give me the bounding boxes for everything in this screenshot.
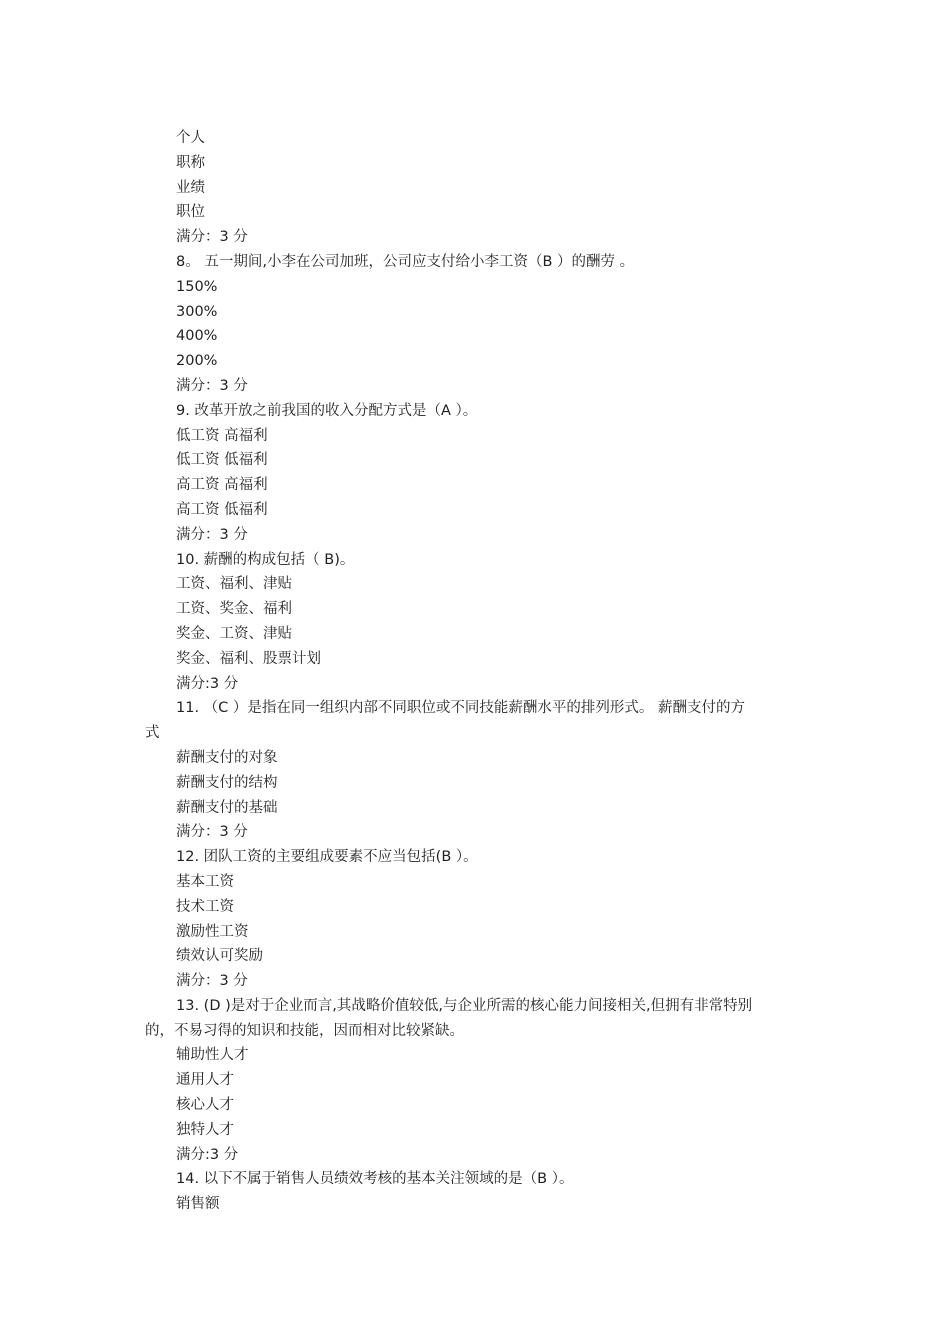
option-line: 激励性工资 [176, 923, 249, 940]
question-13-continuation: 的，不易习得的知识和技能，因而相对比较紧缺。 [145, 1022, 464, 1039]
option-line: 高工资 低福利 [176, 501, 268, 518]
score-line: 满分：3 分 [176, 526, 248, 543]
document-page [0, 126, 950, 1217]
option-line: 400% [176, 328, 218, 345]
option-line: 业绩 [176, 179, 205, 196]
option-line: 200% [176, 353, 218, 370]
option-line: 奖金、福利、股票计划 [176, 650, 321, 667]
option-line: 高工资 高福利 [176, 477, 268, 494]
option-line: 薪酬支付的结构 [176, 774, 278, 791]
option-line: 独特人才 [176, 1121, 234, 1138]
option-line: 工资、奖金、福利 [176, 601, 292, 618]
question-12: 12. 团队工资的主要组成要素不应当包括(B ）。 [176, 849, 478, 866]
question-10: 10. 薪酬的构成包括（ B)。 [176, 551, 355, 568]
option-line: 工资、福利、津贴 [176, 576, 292, 593]
option-line: 低工资 高福利 [176, 427, 268, 444]
question-13: 13. (D )是对于企业而言,其战略价值较低,与企业所需的核心能力间接相关,但拥有非常特别 [176, 997, 753, 1014]
question-8: 8。 五一期间,小李在公司加班，公司应支付给小李工资（B ）的酬劳 。 [176, 253, 635, 270]
option-line: 基本工资 [176, 873, 234, 890]
score-line: 满分：3 分 [176, 973, 248, 990]
option-line: 奖金、工资、津贴 [176, 625, 292, 642]
score-line: 满分:3 分 [176, 675, 239, 692]
question-14: 14. 以下不属于销售人员绩效考核的基本关注领域的是（B ）。 [176, 1171, 574, 1188]
question-11-continuation: 式 [145, 725, 160, 742]
question-11: 11. （C ）是指在同一组织内部不同职位或不同技能薪酬水平的排列形式。 薪酬支付的方 [176, 700, 746, 717]
option-line: 薪酬支付的对象 [176, 749, 278, 766]
option-line: 薪酬支付的基础 [176, 799, 278, 816]
option-line: 核心人才 [176, 1097, 234, 1114]
option-line: 职称 [176, 154, 205, 171]
option-line: 个人 [176, 130, 205, 146]
score-line: 满分：3 分 [176, 377, 248, 394]
score-line: 满分：3 分 [176, 229, 248, 246]
option-line: 绩效认可奖励 [176, 948, 263, 965]
option-line: 辅助性人才 [176, 1047, 249, 1064]
question-9: 9. 改革开放之前我国的收入分配方式是（A ）。 [176, 402, 478, 419]
option-line: 300% [176, 303, 218, 320]
option-line: 技术工资 [176, 898, 234, 915]
option-line: 职位 [176, 204, 205, 221]
score-line: 满分:3 分 [176, 1146, 239, 1163]
option-line: 通用人才 [176, 1072, 234, 1089]
score-line: 满分：3 分 [176, 824, 248, 841]
option-line: 低工资 低福利 [176, 452, 268, 469]
option-line: 150% [176, 278, 218, 295]
option-line: 销售额 [176, 1196, 220, 1213]
